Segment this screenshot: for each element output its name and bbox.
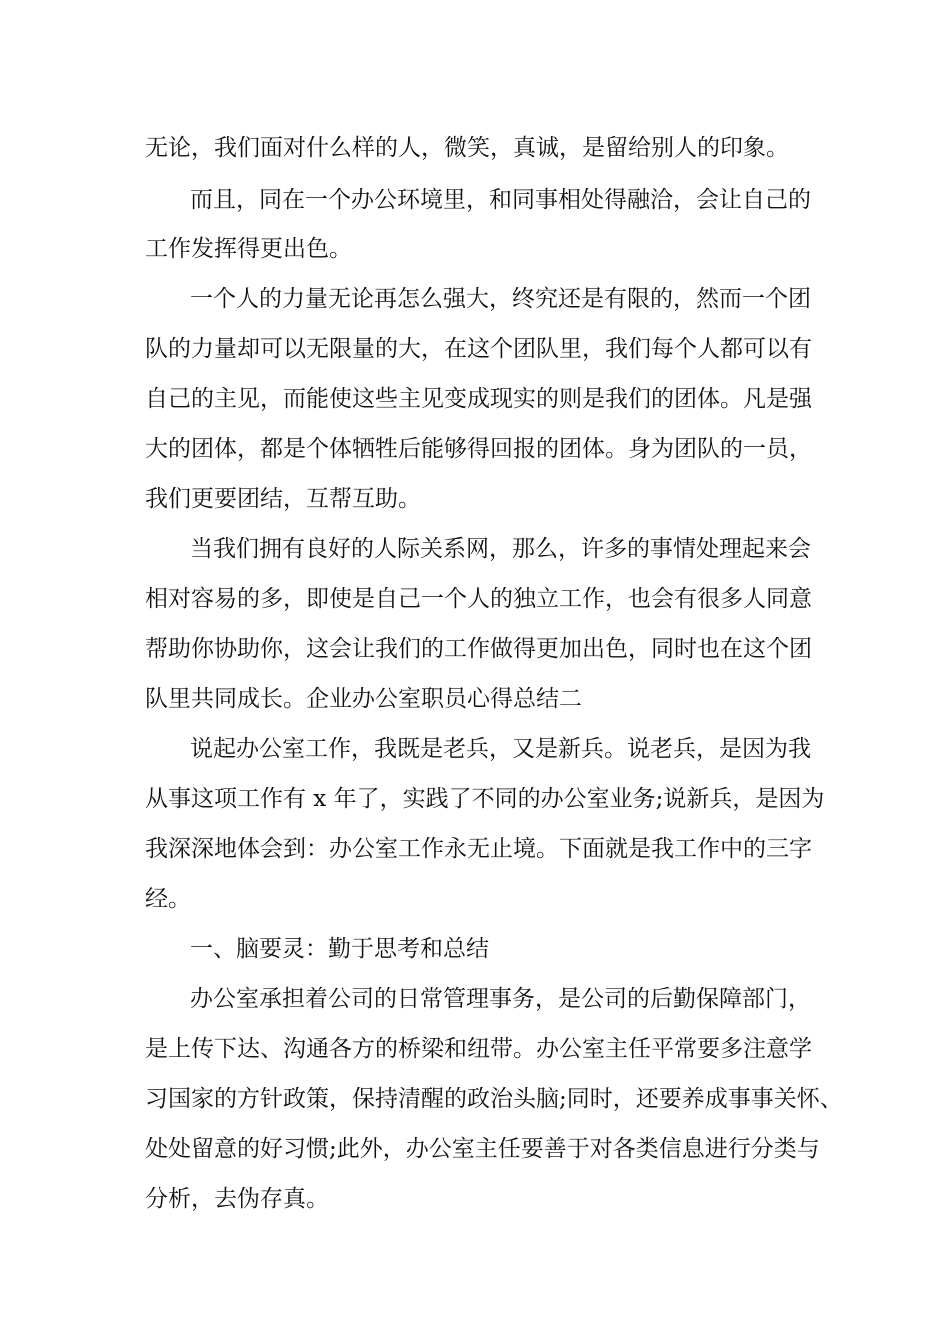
text-line: 习国家的方针政策，保持清醒的政治头脑;同时，还要养成事事关怀、 (145, 1086, 843, 1112)
text-line: 大的团体，都是个体牺牲后能够得回报的团体。身为团队的一员， (145, 436, 812, 462)
text-line: 当我们拥有良好的人际关系网，那么，许多的事情处理起来会 (190, 536, 811, 562)
text-line: 说起办公室工作，我既是老兵，又是新兵。说老兵，是因为我 (190, 736, 811, 762)
text-line: 我们更要团结，互帮互助。 (145, 486, 421, 512)
text-line: 工作发挥得更出色。 (145, 236, 352, 262)
text-line: 无论，我们面对什么样的人，微笑，真诚，是留给别人的印象。 (145, 135, 789, 161)
text-line: 队的力量却可以无限量的大，在这个团队里，我们每个人都可以有 (145, 336, 812, 362)
text-line: 分析，去伪存真。 (145, 1186, 329, 1212)
text-line: 是上传下达、沟通各方的桥梁和纽带。办公室主任平常要多注意学 (145, 1036, 812, 1062)
text-line: 自己的主见，而能使这些主见变成现实的则是我们的团体。凡是强 (145, 386, 812, 412)
text-line: 处处留意的好习惯;此外，办公室主任要善于对各类信息进行分类与 (145, 1136, 820, 1162)
text-line: 相对容易的多，即使是自己一个人的独立工作，也会有很多人同意 (145, 586, 812, 612)
text-line: 办公室承担着公司的日常管理事务，是公司的后勤保障部门， (190, 986, 811, 1012)
section-heading: 一、脑要灵：勤于思考和总结 (190, 936, 489, 962)
text-line: 我深深地体会到：办公室工作永无止境。下面就是我工作中的三字 (145, 836, 812, 862)
text-line: 一个人的力量无论再怎么强大，终究还是有限的，然而一个团 (190, 286, 811, 312)
text-line: 从事这项工作有 x 年了，实践了不同的办公室业务;说新兵，是因为 (145, 786, 825, 812)
text-line: 队里共同成长。企业办公室职员心得总结二 (145, 686, 582, 712)
text-line: 帮助你协助你，这会让我们的工作做得更加出色，同时也在这个团 (145, 636, 812, 662)
text-line: 而且，同在一个办公环境里，和同事相处得融洽，会让自己的 (190, 187, 811, 213)
text-line: 经。 (145, 886, 191, 912)
